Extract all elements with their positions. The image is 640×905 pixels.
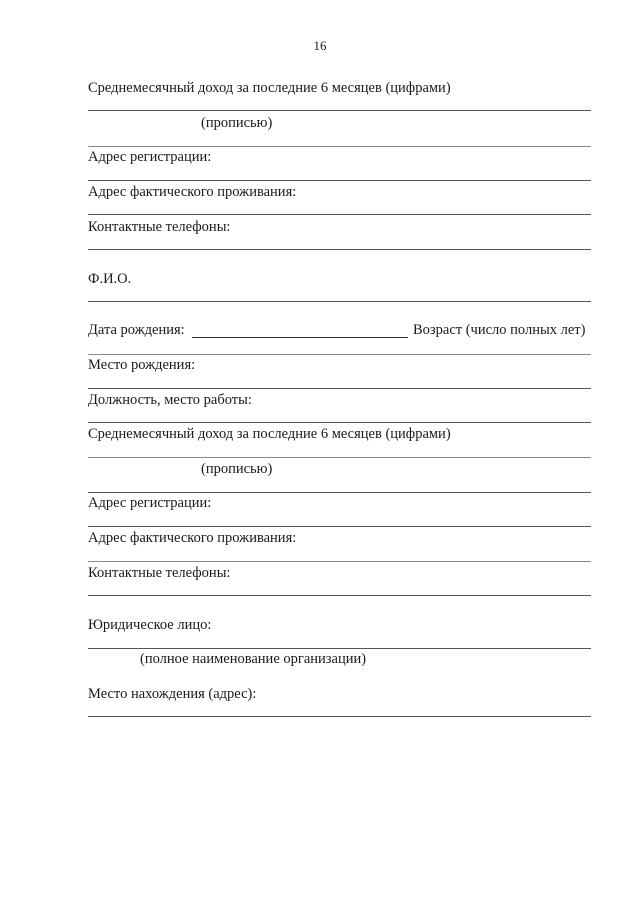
income-words-line-2[interactable] — [88, 492, 591, 493]
phones-label-2: Контактные телефоны: — [88, 565, 231, 581]
registration-address-line-2[interactable] — [88, 526, 591, 527]
registration-address-label: Адрес регистрации: — [88, 149, 212, 165]
income-words-label: (прописью) — [201, 115, 273, 131]
position-work-label: Должность, место работы: — [88, 392, 252, 408]
page-number: 16 — [313, 38, 327, 53]
full-name-label: Ф.И.О. — [88, 271, 132, 287]
birth-place-line[interactable] — [88, 388, 591, 389]
registration-address-line[interactable] — [88, 180, 591, 181]
income-words-line[interactable] — [88, 146, 591, 147]
birth-date-blank[interactable] — [192, 337, 408, 338]
income-digits-line-2[interactable] — [88, 457, 591, 458]
actual-address-line[interactable] — [88, 214, 591, 215]
phones-line-2[interactable] — [88, 595, 591, 596]
birth-place-label: Место рождения: — [88, 357, 196, 373]
full-name-line[interactable] — [88, 301, 591, 302]
phones-label: Контактные телефоны: — [88, 219, 231, 235]
income-digits-label: Среднемесячный доход за последние 6 месяцев (цифрами) — [88, 80, 451, 96]
location-address-label: Место нахождения (адрес): — [88, 686, 257, 702]
legal-entity-line[interactable] — [88, 648, 591, 649]
income-digits-line[interactable] — [88, 110, 591, 111]
actual-address-label: Адрес фактического проживания: — [88, 184, 297, 200]
position-work-line[interactable] — [88, 422, 591, 423]
phones-line[interactable] — [88, 249, 591, 250]
actual-address-line-2[interactable] — [88, 561, 591, 562]
income-digits-label-2: Среднемесячный доход за последние 6 месяцев (цифрами) — [88, 426, 451, 442]
birth-date-age-line — [88, 354, 591, 355]
org-full-name-label: (полное наименование организации) — [140, 651, 367, 667]
legal-entity-label: Юридическое лицо: — [88, 617, 212, 633]
age-label: Возраст (число полных лет) — [413, 322, 586, 338]
location-address-line[interactable] — [88, 716, 591, 717]
birth-date-label: Дата рождения: — [88, 322, 185, 338]
actual-address-label-2: Адрес фактического проживания: — [88, 530, 297, 546]
income-words-label-2: (прописью) — [201, 461, 273, 477]
registration-address-label-2: Адрес регистрации: — [88, 495, 212, 511]
